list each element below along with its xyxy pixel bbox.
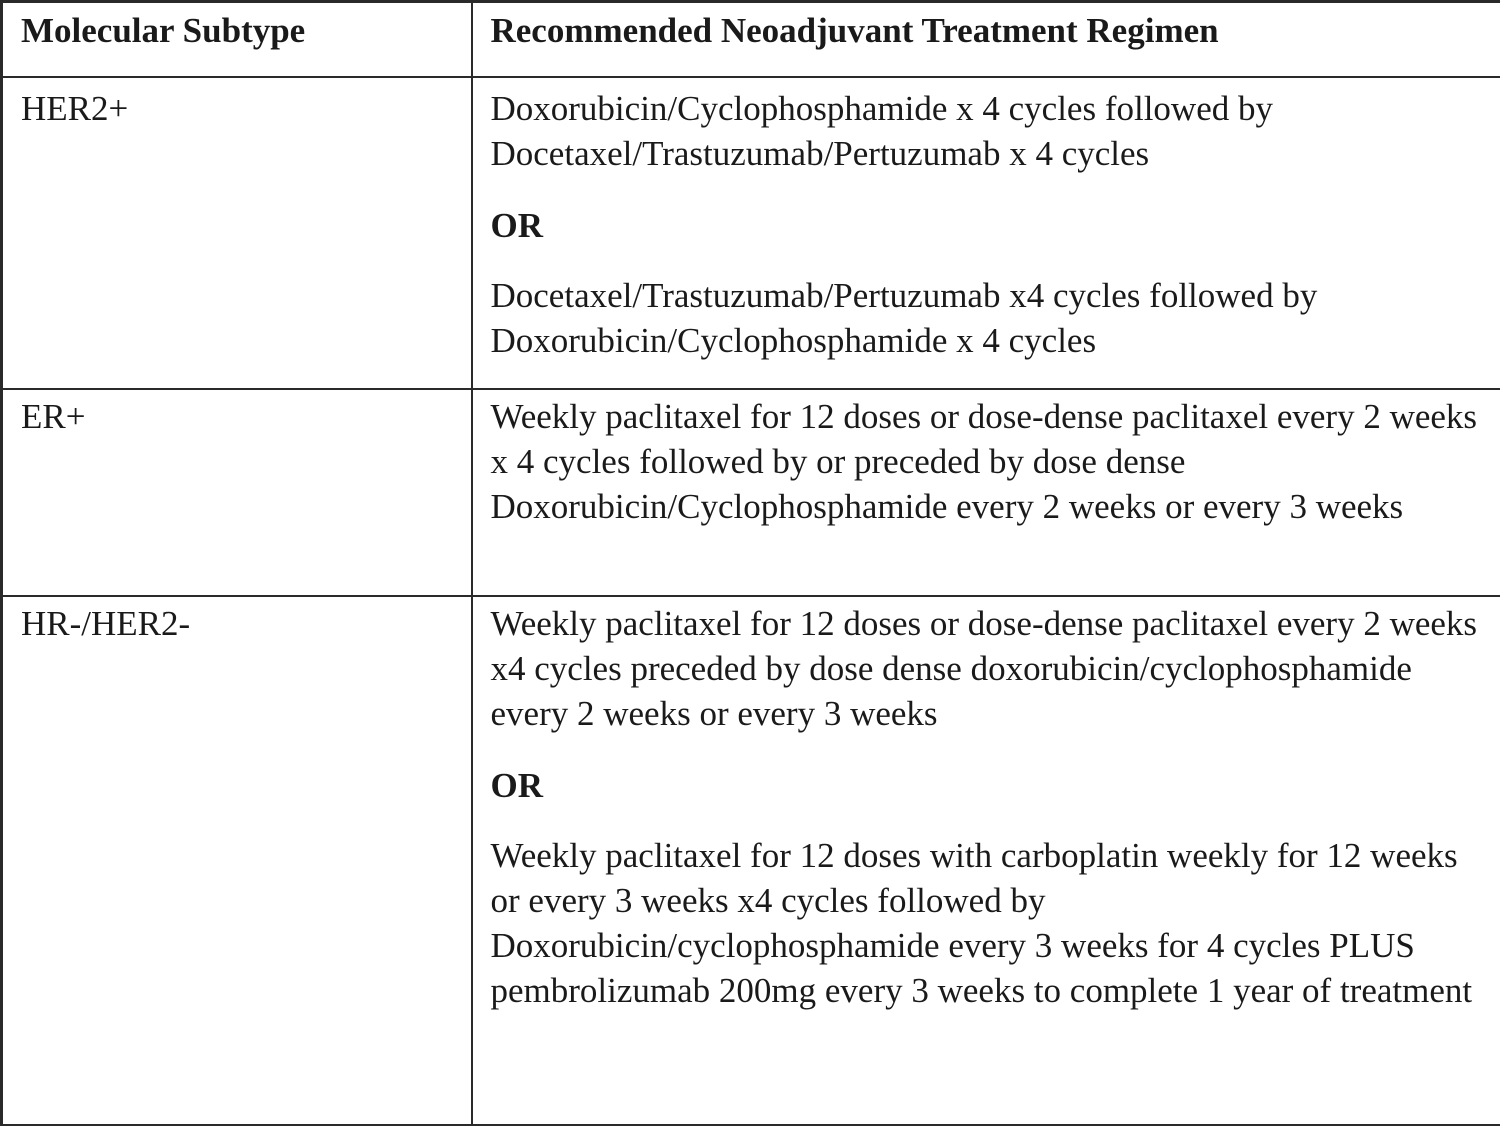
header-treatment-regimen: Recommended Neoadjuvant Treatment Regimen — [472, 2, 1500, 78]
table-row — [2, 389, 1500, 596]
regimen-option-1: Weekly paclitaxel for 12 doses or dose-dense paclitaxel every 2 weeks x 4 cycles followed by or preceded by dose dense Doxorubicin/Cyclophosphamide every 2 weeks or every 3 weeks — [491, 394, 1491, 529]
subtype-cell: HER2+ — [2, 77, 472, 389]
regimen-cell — [472, 389, 1500, 596]
subtype-cell: HR-/HER2- — [2, 596, 472, 1125]
table-row — [2, 77, 1500, 389]
subtype-cell: ER+ — [2, 389, 472, 596]
regimen-option-2: Weekly paclitaxel for 12 doses with carboplatin weekly for 12 weeks or every 3 weeks x4 cycles followed by Doxorubicin/cyclophosphamide every 3 weeks for 4 cycles PLUS pembrolizumab 200mg every 3 weeks to complete 1 year of treatment — [491, 833, 1491, 1013]
regimen-cell — [472, 77, 1500, 389]
regimen-cell — [472, 596, 1500, 1125]
header-molecular-subtype: Molecular Subtype — [2, 2, 472, 78]
regimen-option-2: Docetaxel/Trastuzumab/Pertuzumab x4 cycles followed by Doxorubicin/Cyclophosphamide x 4 cycles — [491, 273, 1491, 363]
regimen-option-1: Weekly paclitaxel for 12 doses or dose-dense paclitaxel every 2 weeks x4 cycles preceded by dose dense doxorubicin/cyclophosphamide every 2 weeks or every 3 weeks — [491, 601, 1491, 736]
or-separator: OR — [491, 763, 1491, 808]
table-row — [2, 596, 1500, 1125]
table-header-row — [2, 2, 1500, 78]
regimen-option-1: Doxorubicin/Cyclophosphamide x 4 cycles followed by Docetaxel/Trastuzumab/Pertuzumab x 4 cycles — [491, 86, 1491, 176]
or-separator: OR — [491, 203, 1491, 248]
